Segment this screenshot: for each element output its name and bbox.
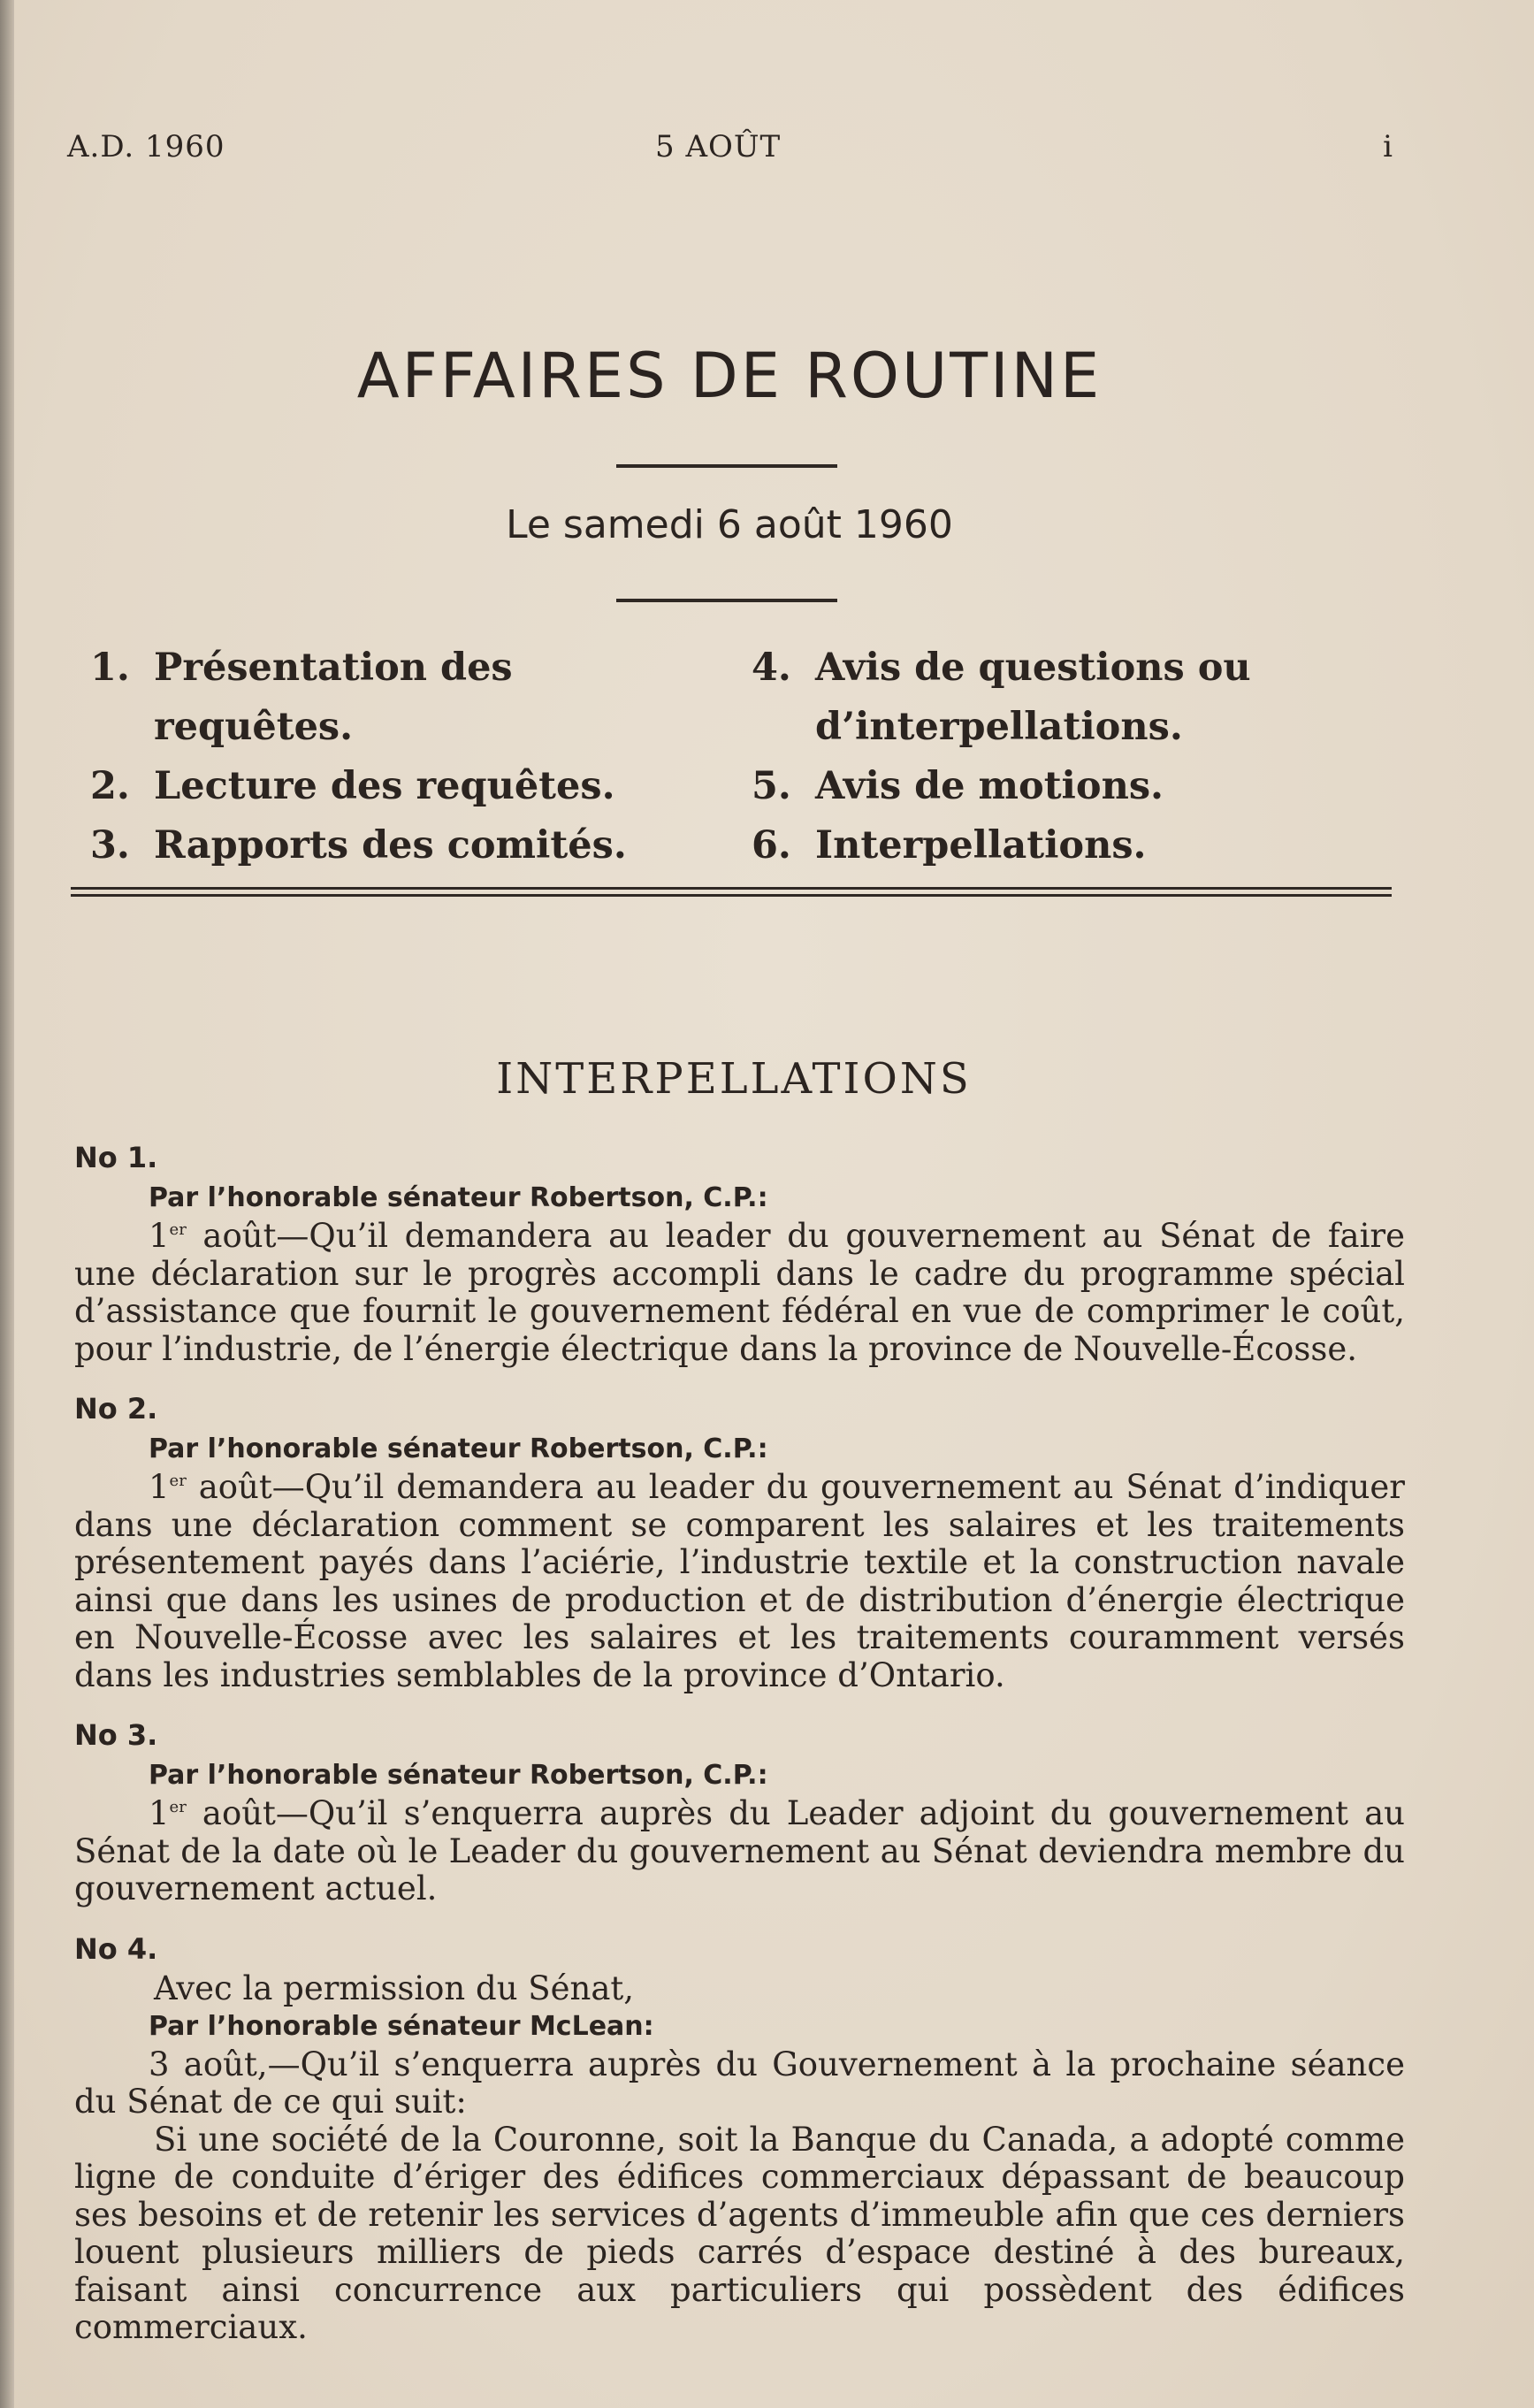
question-item: [74, 1387, 1405, 1694]
header-page-number: i: [1383, 129, 1393, 164]
routine-item-number: 5.: [752, 764, 791, 808]
question-date-suffix: er: [169, 1472, 187, 1490]
header-year: A.D. 1960: [67, 129, 225, 164]
routine-item-number: 3.: [90, 823, 130, 868]
question-item: [74, 1136, 1405, 1368]
question-text: août—Qu’il demandera au leader du gouvernement au Sénat d’indiquer dans une déclaration comment se comparent les salaires et les traitements présentement payés dans l’aciérie, l’industrie textile et la construction navale ainsi que dans les usines de production et de distribution d’énergie électrique en Nouvelle-Écosse avec les salaires et les traitements couramment versés dans les industries semblables de la province d’Ontario.: [74, 1468, 1405, 1694]
routine-item: [90, 816, 691, 875]
header-date: 5 AOÛT: [655, 129, 782, 164]
title-divider: [616, 464, 837, 468]
rule-line-top: [71, 887, 1392, 890]
question-body: [74, 1469, 1405, 1694]
session-date: Le samedi 6 août 1960: [506, 502, 953, 547]
routine-item: [752, 816, 1397, 875]
question-item: [74, 1928, 1405, 2347]
question-number: No 2.: [74, 1392, 158, 1426]
routine-item-number: 1.: [90, 646, 130, 690]
question-date-number: 1: [149, 1468, 170, 1506]
question-number: No 1.: [74, 1141, 158, 1174]
routine-list-right: [752, 638, 1397, 875]
question-date-number: 1: [149, 1794, 170, 1832]
question-date-suffix: er: [169, 1220, 187, 1239]
routine-item-text: Interpellations.: [815, 823, 1147, 868]
question-text: août—Qu’il s’enquerra auprès du Leader adjoint du gouvernement au Sénat de la date où le Leader du gouvernement au Sénat deviendra membre du gouvernement actuel.: [74, 1794, 1405, 1907]
question-preface: Avec la permission du Sénat,: [154, 1968, 635, 2007]
routine-item-text: Lecture des requêtes.: [154, 764, 615, 808]
question-text: août—Qu’il demandera au leader du gouvernement au Sénat de faire une déclaration sur le progrès accompli dans le cadre du programme spécial d’assistance que fournit le gouvernement fédéral en vue de comprimer le coût, pour l’industrie, de l’énergie électrique dans la province de Nouvelle-Écosse.: [74, 1217, 1405, 1368]
routine-item-text: Avis de motions.: [815, 764, 1164, 808]
question-item: [74, 1714, 1405, 1908]
question-number: No 3.: [74, 1718, 158, 1752]
question-sponsor: Par l’honorable sénateur Robertson, C.P.:: [149, 1760, 768, 1791]
question-body: [74, 1218, 1405, 1368]
question-body: 3 août,—Qu’il s’enquerra auprès du Gouvernement à la prochaine séance du Sénat de ce qui suit:: [74, 2045, 1405, 2121]
routine-item: [90, 757, 691, 816]
page-title: AFFAIRES DE ROUTINE: [356, 340, 1103, 412]
question-sponsor: Par l’honorable sénateur Robertson, C.P.:: [149, 1433, 768, 1464]
routine-item: [752, 638, 1397, 757]
question-number: No 4.: [74, 1931, 158, 1966]
page-header: [67, 129, 1393, 170]
routine-item-number: 4.: [752, 646, 791, 690]
routine-item-text: Avis de questions ou d’interpellations.: [815, 646, 1251, 749]
section-double-rule: [71, 887, 1392, 898]
date-divider: [616, 599, 837, 602]
question-body-continued: Si une société de la Couronne, soit la Banque du Canada, a adopté comme ligne de conduite d’ériger des édifices commerciaux dépassant de beaucoup ses besoins et de retenir les services d’agents d’immeuble afin que ces derniers louent plusieurs milliers de pieds carrés d’espace destiné à des bureaux, faisant ainsi concurrence aux particuliers qui possèdent des édifices commerciaux.: [74, 2120, 1405, 2346]
question-body: [74, 1795, 1405, 1908]
question-sponsor: Par l’honorable sénateur McLean:: [149, 2010, 654, 2042]
routine-item-number: 2.: [90, 764, 130, 808]
question-date-suffix: er: [169, 1798, 187, 1816]
routine-item: [752, 757, 1397, 816]
routine-list-left: [90, 638, 691, 875]
routine-item-text: Présentation des requêtes.: [154, 646, 513, 749]
routine-item-text: Rapports des comités.: [154, 823, 627, 868]
question-sponsor: Par l’honorable sénateur Robertson, C.P.:: [149, 1182, 768, 1213]
section-heading: INTERPELLATIONS: [496, 1054, 972, 1104]
rule-line-bottom: [71, 894, 1392, 897]
interpellations-list: [74, 1136, 1405, 2366]
question-date-number: 1: [149, 1217, 170, 1255]
routine-item-number: 6.: [752, 823, 791, 868]
routine-item: [90, 638, 691, 757]
